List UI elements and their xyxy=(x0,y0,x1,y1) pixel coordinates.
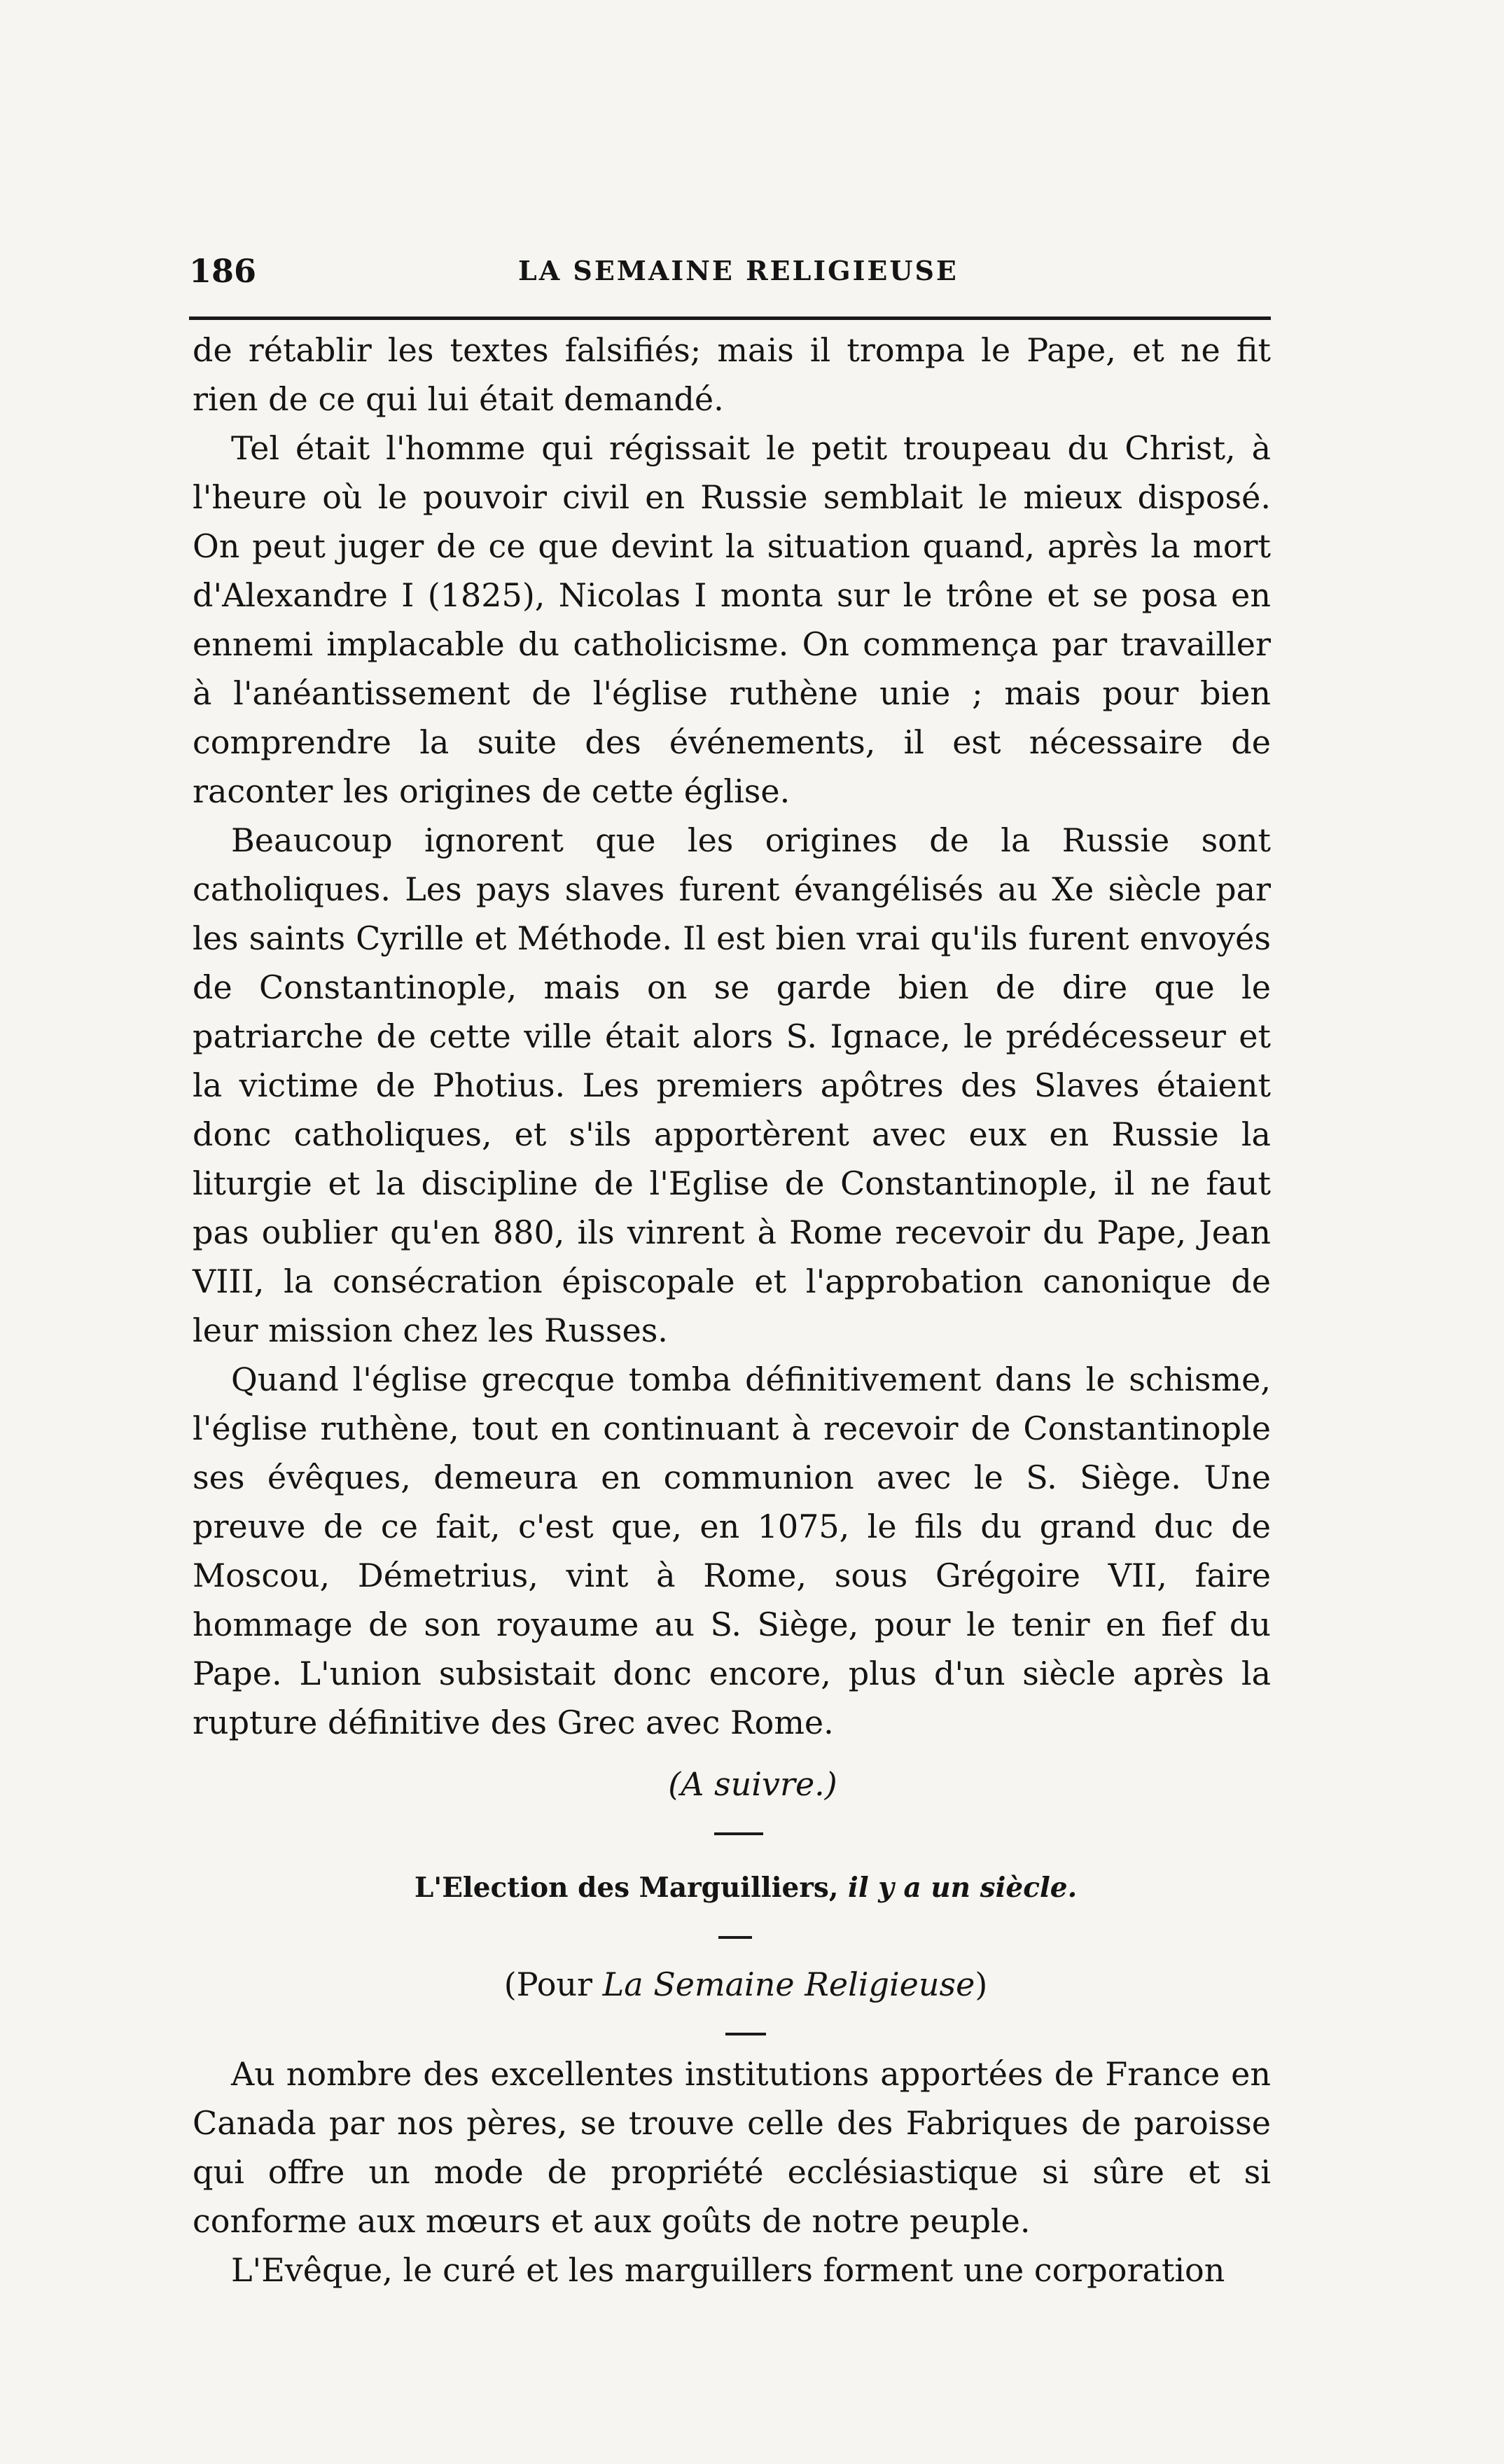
to-continue-note: (A suivre.) xyxy=(668,1765,837,1803)
running-title: LA SEMAINE RELIGIEUSE xyxy=(518,255,959,286)
subtitle-publication: La Semaine Religieuse xyxy=(602,1965,975,2003)
subtitle-divider xyxy=(725,2033,766,2035)
page-number: 186 xyxy=(189,252,257,290)
paragraph-l-eveque: L'Evêque, le curé et les marguillers forment une corporation xyxy=(231,2251,1225,2289)
subtitle-close: ) xyxy=(975,1965,988,2003)
paragraph-tel-etait: Tel était l'homme qui régissait le petit troupeau du Christ, à l'heure où le pouvoir civil en Russie semblait le mieux disposé. On peut juger de ce que devint la situation quand, après la mort d'Alexandre I (1825), Nicolas I monta sur le trône et se posa en ennemi implacable du catholicisme. On commença par travailler à l'anéantissement de l'église ruthène unie ; mais pour bien comprendre la suite des événements, il est nécessaire de raconter les origines de cette église. xyxy=(193,429,1271,810)
header-rule xyxy=(189,316,1271,320)
paragraph-beaucoup: Beaucoup ignorent que les origines de la Russie sont catholiques. Les pays slaves furent évangélisés au Xe siècle par les saints Cyrille et Méthode. Il est bien vrai qu'ils furent envoyés de Constantinople, mais on se garde bien de dire que le patriarche de cette ville était alors S. Ignace, le prédécesseur et la victime de Photius. Les premiers apôtres des Slaves étaient donc catholiques, et s'ils apportèrent avec eux en Russie la liturgie et la discipline de l'Eglise de Constantinople, il ne faut pas oublier qu'en 880, ils vinrent à Rome recevoir du Pape, Jean VIII, la consécration épiscopale et l'approbation canonique de leur mission chez les Russes. xyxy=(193,821,1271,1349)
section-subtitle xyxy=(193,1960,1271,2009)
page-body xyxy=(193,326,1271,2295)
paragraph-au-nombre: Au nombre des excellentes institutions apportées de France en Canada par nos pères, se trouve celle des Fabriques de paroisse qui offre un mode de propriété ecclésiastique si sûre et si conforme aux mœurs et aux goûts de notre peuple. xyxy=(193,2055,1271,2240)
section-title xyxy=(193,1863,1271,1912)
section-divider xyxy=(714,1832,763,1835)
title-divider xyxy=(718,1936,752,1939)
section-title-prefix: L'Election des Marguilliers, xyxy=(414,1872,849,1904)
paragraph-continuation: de rétablir les textes falsifiés; mais il trompa le Pape, et ne fit rien de ce qui lui était demandé. xyxy=(193,331,1271,418)
page-header xyxy=(189,238,1271,294)
paragraph-quand: Quand l'église grecque tomba définitivement dans le schisme, l'église ruthène, tout en continuant à recevoir de Constantinople ses évêques, demeura en communion avec le S. Siège. Une preuve de ce fait, c'est que, en 1075, le fils du grand duc de Moscou, Démetrius, vint à Rome, sous Grégoire VII, faire hommage de son royaume au S. Siège, pour le tenir en fief du Pape. L'union subsistait donc encore, plus d'un siècle après la rupture définitive des Grec avec Rome. xyxy=(193,1360,1271,1741)
section-title-suffix: il y a un siècle. xyxy=(848,1872,1078,1904)
subtitle-open: (Pour xyxy=(503,1965,603,2003)
